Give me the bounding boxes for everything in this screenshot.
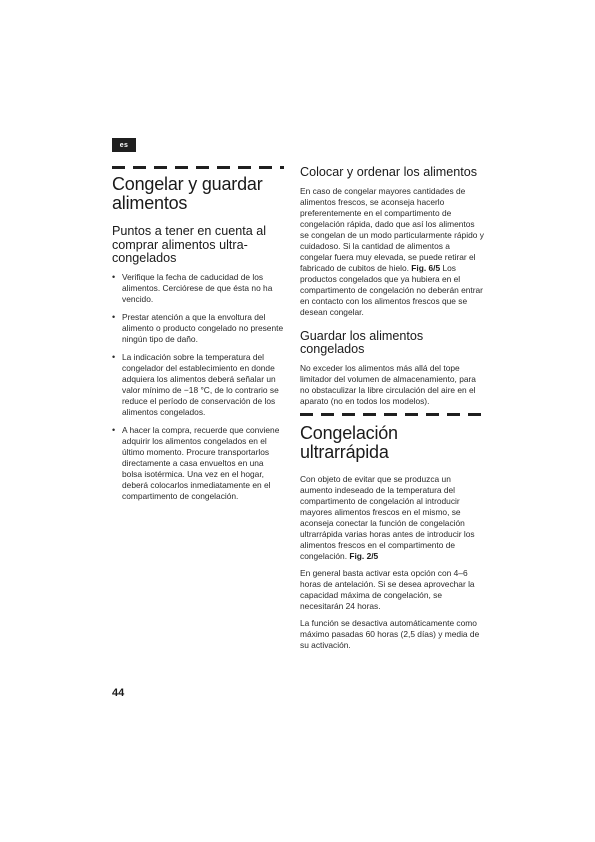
buying-tips-list [112, 272, 284, 502]
paragraph: La función se desactiva automáticamente como máximo pasadas 60 horas (2,5 días) y media de su activación. [300, 617, 480, 650]
list-item: • Verifique la fecha de caducidad de los alimentos. Cerciórese de que ésta no ha vencido. [112, 272, 284, 305]
section-title-super-freeze: Congelación ultrarrápida [300, 422, 398, 462]
paragraph-text: En caso de congelar mayores cantidades de alimentos frescos, se aconseja hacerlo preferentemente en el compartimento de congelación rápida, dado que así los alimentos se congelan de un modo particularmente rápido y cuidadoso. Si la cantidad de alimentos a congelar fuera muy elevada, se puede retirar el fabricado de cubitos de hielo. [300, 185, 484, 273]
subsection-title-storing: Guardar los alimentos congelados [300, 328, 424, 357]
figure-reference: Fig. 6/5 [411, 262, 441, 273]
paragraph [300, 474, 484, 562]
paragraph [300, 186, 484, 318]
subsection-title-placing: Colocar y ordenar los alimentos [300, 165, 478, 179]
left-column [112, 166, 284, 509]
paragraph-text: Con objeto de evitar que se produzca un aumento indeseado de la temperatura del compartimento de congelación al introducir mayores alimentos frescos en el mismo, se aconseja conectar la función de congelación ultrarrápida varias horas antes de introducir los alimentos frescos en el compartimento de congelación. [300, 473, 475, 561]
subsection-title-buying: Puntos a tener en cuenta al comprar alimentos ultracongelados [112, 224, 267, 266]
section-divider [300, 413, 484, 416]
paragraph: En general basta activar esta opción con 4–6 horas de antelación. Si se desea aprovechar la capacidad máxima de congelación, se necesitarán 24 horas. [300, 567, 475, 611]
right-column [300, 166, 484, 657]
figure-reference: Fig. 2/5 [349, 550, 379, 561]
section-title-freeze-store: Congelar y guardar alimentos [112, 174, 263, 213]
page-number: 44 [112, 687, 125, 699]
language-tab: es [112, 138, 136, 152]
section-divider [112, 166, 284, 169]
list-item: • La indicación sobre la temperatura del congelador del establecimiento en donde adquiera los alimentos deberá señalar un valor mínimo de −18 °C, de lo contrario se reduce el período de conservación de los alimentos congelados. [112, 352, 284, 418]
list-item: • A hacer la compra, recuerde que conviene adquirir los alimentos congelados en el último momento. Procure transportarlos directamente a casa envueltos en una bolsa isotérmica. Una vez en el hogar, deberá colocarlos inmediatamente en el compartimento de congelación. [112, 425, 284, 502]
paragraph: No exceder los alimentos más allá del tope limitador del volumen de almacenamiento, para no obstaculizar la libre circulación del aire en el aparato (no en todos los modelos). [300, 362, 476, 406]
list-item: • Prestar atención a que la envoltura del alimento o producto congelado no presente ningún tipo de daño. [112, 312, 284, 345]
paragraph-text: Los productos congelados que ya hubiera en el compartimento de congelación no deberán entrar en contacto con los alimentos frescos que se desean congelar. [300, 262, 483, 317]
